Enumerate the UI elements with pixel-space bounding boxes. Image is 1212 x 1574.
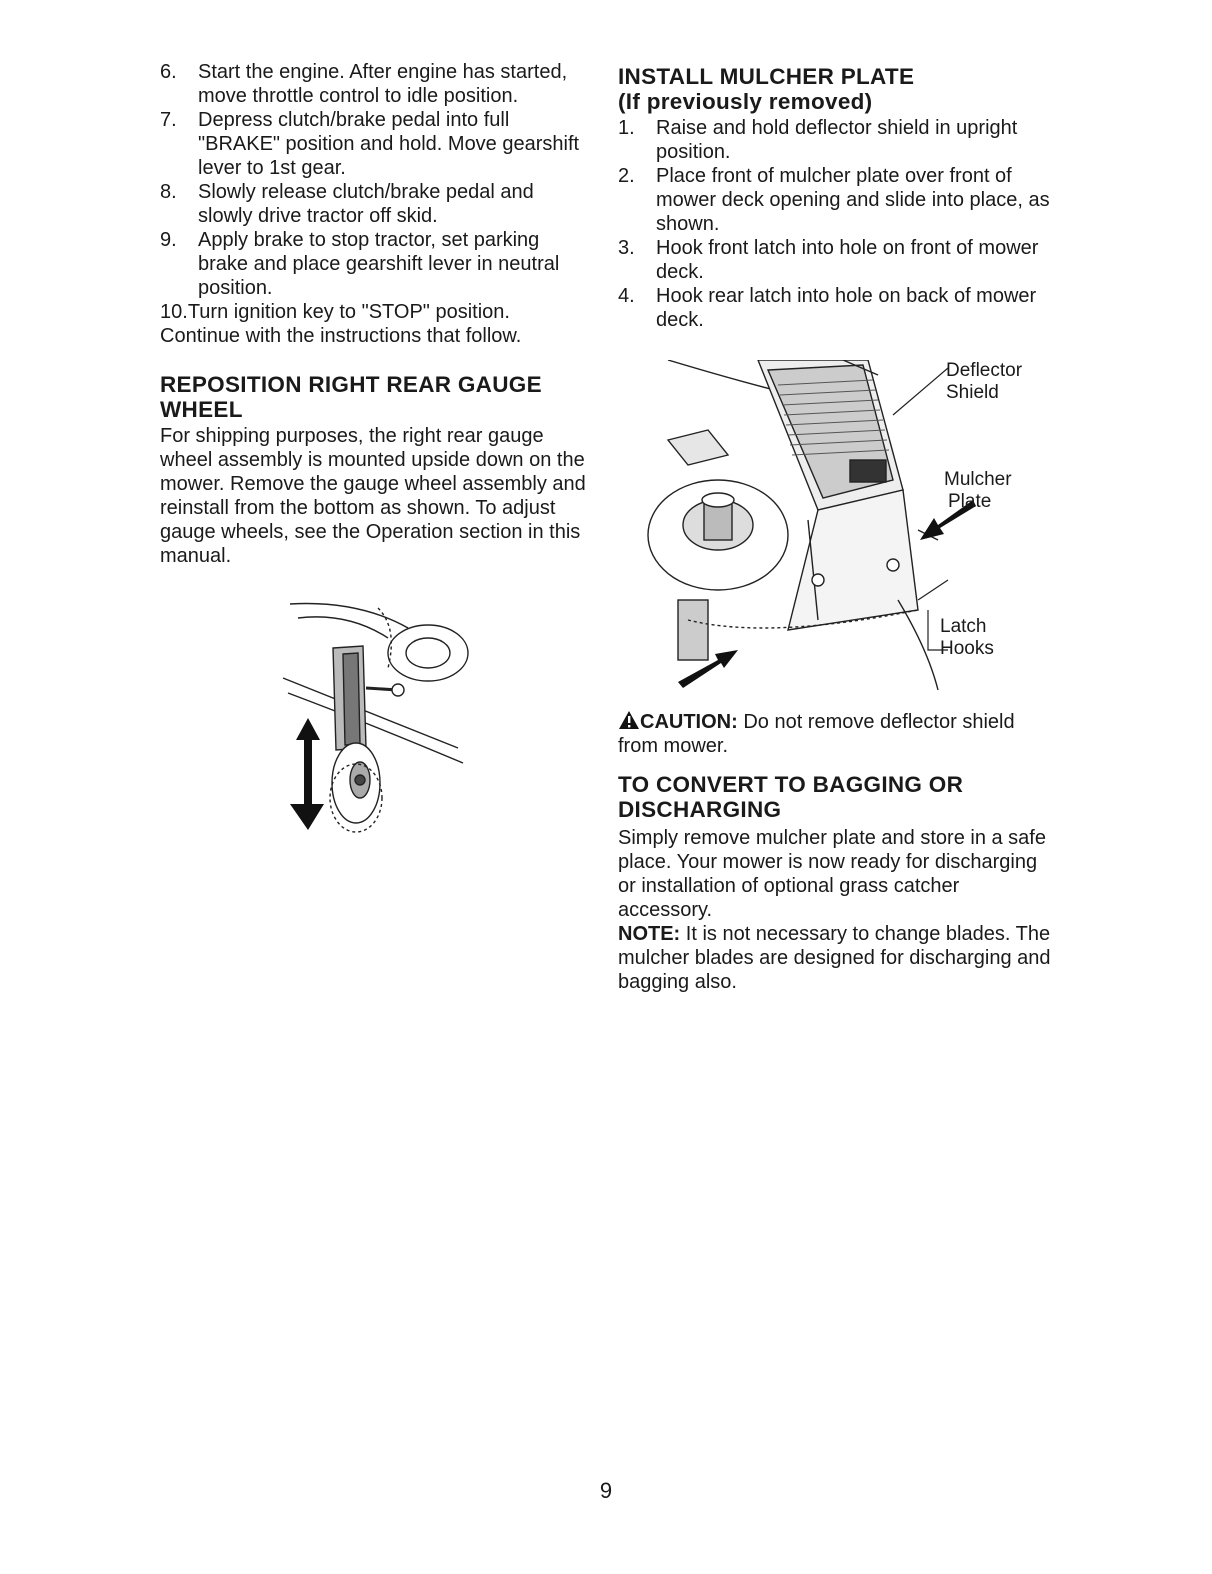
plate-label: Plate	[948, 491, 992, 512]
mulcher-subheading: (If previously removed)	[618, 89, 873, 114]
list-item: 1. Raise and hold deflector shield in upright position.	[618, 117, 1018, 163]
note-text: It is not necessary to change blades. The mulcher blades are designed for discharging and bagging also.	[618, 923, 1051, 993]
caution-note	[618, 710, 1058, 758]
left-column	[160, 60, 590, 838]
mulcher-label: Mulcher	[944, 469, 1012, 490]
list-item: 9. Apply brake to stop tractor, set parking brake and place gearshift lever in neutral position.	[160, 229, 560, 299]
gauge-wheel-figure	[278, 598, 478, 838]
continue-text: Continue with the instructions that follow.	[160, 325, 522, 347]
note-paragraph	[618, 922, 1058, 994]
caution-label: CAUTION:	[640, 711, 738, 733]
deflector-label: Deflector	[946, 360, 1023, 381]
reposition-body: For shipping purposes, the right rear gauge wheel assembly is mounted upside down on the mower. Remove the gauge wheel assembly and reinstall from the bottom as shown. To adjust gauge wheels, see the Operation section in this manual.	[160, 425, 586, 567]
convert-body: Simply remove mulcher plate and store in a safe place. Your mower is now ready for discharging or installation of optional grass catcher accessory.	[618, 827, 1046, 921]
list-item: 7. Depress clutch/brake pedal into full "BRAKE" position and hold. Move gearshift lever to 1st gear.	[160, 109, 580, 179]
latch-label: Latch	[940, 616, 987, 637]
reposition-heading: REPOSITION RIGHT REAR GAUGE WHEEL	[160, 372, 542, 422]
mulcher-plate-figure	[618, 360, 1058, 700]
tractor-steps-list	[160, 60, 590, 324]
mulcher-steps-list	[618, 116, 1058, 332]
gauge-wheel-illustration	[278, 598, 478, 838]
list-item: 10.Turn ignition key to "STOP" position.	[160, 301, 510, 323]
list-item: 4. Hook rear latch into hole on back of mower deck.	[618, 285, 1037, 331]
list-item: 2. Place front of mulcher plate over front of mower deck opening and slide into place, as shown.	[618, 165, 1050, 235]
warning-triangle-icon	[618, 710, 640, 730]
hooks-label: Hooks	[940, 638, 994, 659]
mulcher-heading: INSTALL MULCHER PLATE	[618, 64, 915, 89]
list-item: 8. Slowly release clutch/brake pedal and slowly drive tractor off skid.	[160, 181, 534, 227]
list-item: 6. Start the engine. After engine has started, move throttle control to idle position.	[160, 61, 568, 107]
page-number: 9	[599, 1478, 613, 1503]
convert-heading: TO CONVERT TO BAGGING OR DISCHARGING	[618, 772, 964, 822]
right-column	[618, 64, 1058, 994]
shield-label: Shield	[946, 382, 999, 403]
list-item: 3. Hook front latch into hole on front of mower deck.	[618, 237, 1039, 283]
note-label: NOTE:	[618, 923, 681, 945]
caution-text: Do not remove deflector shield from mower.	[618, 711, 1015, 757]
